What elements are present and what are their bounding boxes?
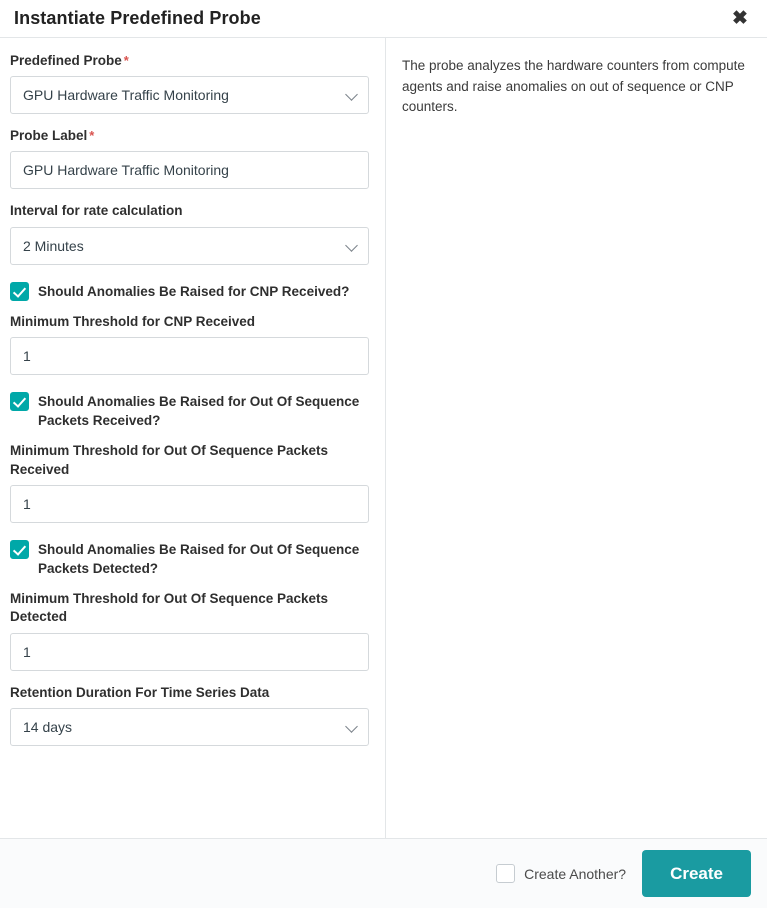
chevron-down-icon: [345, 88, 358, 101]
info-pane: [386, 38, 767, 838]
interval-select[interactable]: [10, 227, 369, 265]
retention-value: 14 days: [23, 718, 73, 735]
predefined-probe-value: GPU Hardware Traffic Monitoring: [23, 87, 229, 104]
field-retention: [10, 684, 369, 746]
checkmark-icon[interactable]: [10, 392, 29, 411]
probe-label-label-text: Probe Label: [10, 128, 88, 144]
predefined-probe-label: [10, 52, 369, 70]
checkmark-icon[interactable]: [10, 282, 29, 301]
interval-value: 2 Minutes: [23, 237, 84, 254]
dialog-footer: [0, 838, 767, 908]
oos-received-threshold-input[interactable]: [10, 485, 369, 523]
oos-received-checkbox-row[interactable]: [10, 391, 369, 430]
field-oos-received-threshold: [10, 442, 369, 522]
oos-received-threshold-label: Minimum Threshold for Out Of Sequence Packets Received: [10, 443, 329, 477]
create-another-label: Create Another?: [524, 865, 627, 882]
dialog-body: [0, 38, 767, 838]
oos-received-checkbox-label: Should Anomalies Be Raised for Out Of Sequence Packets Received?: [38, 394, 360, 429]
chevron-down-icon: [345, 720, 358, 733]
field-interval: [10, 202, 369, 264]
probe-description: The probe analyzes the hardware counters from compute agents and raise anomalies on out of sequence or CNP counters.: [402, 58, 745, 115]
probe-label-input[interactable]: [10, 151, 369, 189]
close-icon[interactable]: ✖: [732, 8, 748, 29]
chevron-down-icon: [345, 239, 358, 252]
oos-detected-threshold-label: Minimum Threshold for Out Of Sequence Packets Detected: [10, 591, 329, 625]
probe-label-label: [10, 127, 369, 145]
form-pane: [0, 38, 386, 838]
retention-select[interactable]: [10, 708, 369, 746]
cnp-threshold-input[interactable]: [10, 337, 369, 375]
cnp-received-checkbox-label: Should Anomalies Be Raised for CNP Received?: [38, 283, 350, 299]
retention-label: Retention Duration For Time Series Data: [10, 684, 270, 700]
predefined-probe-select[interactable]: [10, 76, 369, 114]
field-cnp-threshold: [10, 313, 369, 375]
oos-detected-threshold-input[interactable]: [10, 633, 369, 671]
cnp-received-checkbox-row[interactable]: [10, 281, 369, 301]
create-button[interactable]: Create: [642, 850, 751, 897]
create-another-row[interactable]: [496, 864, 626, 883]
field-oos-detected-threshold: [10, 590, 369, 670]
oos-detected-checkbox-row[interactable]: [10, 539, 369, 578]
create-another-checkbox[interactable]: [496, 864, 515, 883]
field-predefined-probe: [10, 52, 369, 114]
page-title: Instantiate Predefined Probe: [14, 8, 261, 28]
required-marker: *: [89, 128, 95, 144]
field-probe-label: [10, 127, 369, 189]
interval-label: Interval for rate calculation: [10, 203, 183, 219]
checkmark-icon[interactable]: [10, 540, 29, 559]
cnp-threshold-label: Minimum Threshold for CNP Received: [10, 313, 256, 329]
predefined-probe-label-text: Predefined Probe: [10, 53, 122, 68]
oos-detected-checkbox-label: Should Anomalies Be Raised for Out Of Sequence Packets Detected?: [38, 541, 360, 576]
dialog-header: [0, 0, 767, 38]
required-marker: *: [123, 53, 129, 68]
